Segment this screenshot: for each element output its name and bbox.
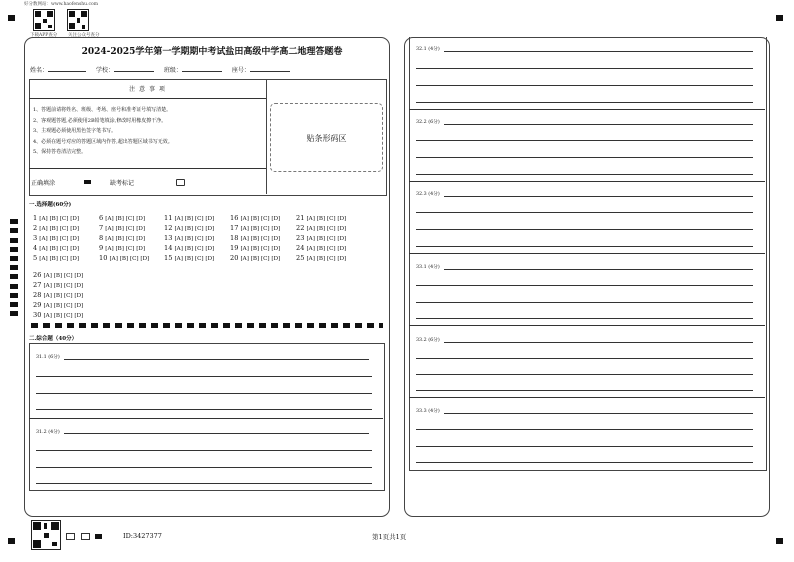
- mc-option-bubble[interactable]: [C]: [63, 313, 75, 319]
- mc-option-bubble[interactable]: [C]: [260, 246, 272, 252]
- answer-line[interactable]: [416, 446, 753, 447]
- correct-fill-label: 正确填涂: [31, 180, 56, 187]
- mc-option-bubble[interactable]: [D]: [70, 216, 80, 222]
- mc-question-number: 25: [296, 254, 307, 262]
- answer-line[interactable]: [64, 359, 369, 360]
- qr1-caption: 下载APP查分: [30, 33, 58, 38]
- mc-option-bubble[interactable]: [B]: [316, 216, 327, 222]
- mc-option-bubble[interactable]: [D]: [337, 256, 347, 262]
- mc-option-bubble[interactable]: [C]: [326, 246, 338, 252]
- mc-option-bubble[interactable]: [A]: [39, 256, 50, 262]
- mc-option-bubble[interactable]: [B]: [316, 256, 327, 262]
- divider: [409, 325, 765, 326]
- mc-question-number: 12: [164, 224, 175, 232]
- timing-mark: [10, 238, 18, 243]
- answer-line[interactable]: [444, 413, 753, 414]
- mc-option-bubble[interactable]: [D]: [337, 226, 347, 232]
- absent-label: 缺考标记: [110, 180, 135, 187]
- timing-mark: [10, 311, 18, 316]
- mc-option-bubble[interactable]: [A]: [306, 246, 317, 252]
- timing-mark: [10, 228, 18, 233]
- mc-question-row: [230, 234, 280, 242]
- mc-question-row: [296, 244, 346, 252]
- mc-option-bubble[interactable]: [B]: [115, 236, 126, 242]
- mc-question-number: 30: [33, 311, 44, 319]
- mc-option-bubble[interactable]: [B]: [53, 313, 64, 319]
- answer-line[interactable]: [444, 342, 753, 343]
- answer-line[interactable]: [416, 462, 753, 463]
- mc-option-bubble[interactable]: [D]: [74, 313, 84, 319]
- mc-question-row: [296, 254, 346, 262]
- mc-question-row: [296, 234, 346, 242]
- mc-option-bubble[interactable]: [B]: [316, 236, 327, 242]
- mc-option-bubble[interactable]: [C]: [59, 256, 71, 262]
- mc-option-bubble[interactable]: [A]: [43, 293, 54, 299]
- notice-list: [33, 105, 263, 158]
- timing-mark: [10, 302, 18, 307]
- mc-option-bubble[interactable]: [D]: [74, 283, 84, 289]
- mc-question-row: [230, 254, 280, 262]
- mc-option-bubble[interactable]: [A]: [174, 256, 185, 262]
- mc-option-bubble[interactable]: [B]: [49, 236, 60, 242]
- qr2-caption: 关注公众号查分: [68, 33, 100, 38]
- qr-code-footer: [31, 520, 61, 550]
- mc-option-bubble[interactable]: [B]: [119, 256, 130, 262]
- mc-question-row: [33, 311, 83, 319]
- divider: [409, 109, 765, 110]
- mc-question-number: 18: [230, 234, 241, 242]
- id-text: ID:3427377: [123, 532, 162, 540]
- timing-mark: [10, 293, 18, 298]
- mc-option-bubble[interactable]: [B]: [184, 236, 195, 242]
- qr-code-wechat: [67, 9, 89, 31]
- mc-question-number: 4: [33, 244, 40, 252]
- mc-option-bubble[interactable]: [B]: [184, 256, 195, 262]
- mc-option-bubble[interactable]: [B]: [316, 246, 327, 252]
- corner-mark: [776, 15, 783, 21]
- q32-2-label: 32.2 (6分): [416, 120, 440, 125]
- mc-option-bubble[interactable]: [C]: [59, 226, 71, 232]
- divider: [29, 98, 266, 99]
- mc-option-bubble[interactable]: [C]: [63, 293, 75, 299]
- mc-option-bubble[interactable]: [C]: [194, 236, 206, 242]
- mc-question-row: [296, 214, 346, 222]
- mc-option-bubble[interactable]: [B]: [184, 246, 195, 252]
- answer-line[interactable]: [416, 157, 753, 158]
- mc-option-bubble[interactable]: [B]: [49, 226, 60, 232]
- mc-option-bubble[interactable]: [B]: [115, 226, 126, 232]
- mc-question-number: 26: [33, 271, 44, 279]
- mc-question-number: 6: [99, 214, 106, 222]
- timing-mark: [10, 265, 18, 270]
- mc-question-row: [164, 244, 214, 252]
- mc-option-bubble[interactable]: [C]: [260, 216, 272, 222]
- mc-option-bubble[interactable]: [C]: [125, 226, 137, 232]
- mc-option-bubble[interactable]: [B]: [115, 246, 126, 252]
- mc-question-row: [230, 244, 280, 252]
- footer-box: [66, 533, 75, 540]
- mc-option-bubble[interactable]: [B]: [49, 256, 60, 262]
- mc-question-number: 3: [33, 234, 40, 242]
- seat-label: 座号：: [231, 67, 250, 74]
- mc-option-bubble[interactable]: [C]: [326, 216, 338, 222]
- mc-option-bubble[interactable]: [B]: [49, 246, 60, 252]
- mc-option-bubble[interactable]: [C]: [326, 256, 338, 262]
- mc-question-number: 5: [33, 254, 40, 262]
- mc-option-bubble[interactable]: [A]: [39, 226, 50, 232]
- mc-option-bubble[interactable]: [C]: [63, 283, 75, 289]
- timing-mark: [10, 219, 18, 224]
- mc-option-bubble[interactable]: [A]: [240, 216, 251, 222]
- mc-option-bubble[interactable]: [A]: [306, 236, 317, 242]
- mc-option-bubble[interactable]: [C]: [260, 226, 272, 232]
- mc-option-bubble[interactable]: [C]: [125, 236, 137, 242]
- mc-option-bubble[interactable]: [A]: [174, 236, 185, 242]
- mc-option-bubble[interactable]: [A]: [240, 246, 251, 252]
- mc-question-row: [33, 244, 79, 252]
- q33-3-label: 33.3 (4分): [416, 409, 440, 414]
- mc-question-row: [99, 244, 145, 252]
- site-text: 好分数网站：www.haofenshu.com: [24, 2, 99, 7]
- mc-question-row: [33, 214, 79, 222]
- mc-option-bubble[interactable]: [D]: [70, 226, 80, 232]
- answer-line[interactable]: [36, 450, 372, 451]
- mc-option-bubble[interactable]: [D]: [205, 216, 215, 222]
- mc-option-bubble[interactable]: [C]: [63, 273, 75, 279]
- mc-option-bubble[interactable]: [A]: [174, 226, 185, 232]
- answer-line[interactable]: [36, 409, 372, 410]
- mc-option-bubble[interactable]: [D]: [140, 256, 150, 262]
- mc-question-row: [33, 234, 79, 242]
- mc-option-bubble[interactable]: [C]: [125, 246, 137, 252]
- mc-option-bubble[interactable]: [A]: [240, 236, 251, 242]
- answer-line[interactable]: [416, 229, 753, 230]
- mc-option-bubble[interactable]: [B]: [184, 216, 195, 222]
- mc-option-bubble[interactable]: [D]: [205, 236, 215, 242]
- footer-mark: [95, 534, 102, 539]
- answer-line[interactable]: [416, 174, 753, 175]
- q33-1-label: 33.1 (4分): [416, 265, 440, 270]
- essay-title: 二.综合题（40分）: [29, 336, 78, 342]
- mc-option-bubble[interactable]: [D]: [337, 236, 347, 242]
- notice-item: 5、保持答卷清洁完整。: [33, 149, 87, 155]
- q32-3-label: 32.3 (4分): [416, 192, 440, 197]
- mc-question-row: [33, 271, 83, 279]
- mc-question-number: 8: [99, 234, 106, 242]
- mc-question-row: [33, 224, 79, 232]
- mc-question-row: [164, 214, 214, 222]
- answer-line[interactable]: [444, 51, 753, 52]
- mc-question-number: 24: [296, 244, 307, 252]
- mc-option-bubble[interactable]: [B]: [53, 293, 64, 299]
- mc-option-bubble[interactable]: [D]: [271, 216, 281, 222]
- answer-line[interactable]: [444, 269, 753, 270]
- mc-option-bubble[interactable]: [D]: [271, 256, 281, 262]
- class-label: 班级：: [163, 67, 182, 74]
- absent-checkbox[interactable]: [176, 179, 185, 186]
- mc-title: 一.选择题(60分): [29, 202, 72, 208]
- mc-option-bubble[interactable]: [D]: [205, 246, 215, 252]
- q31-2-label: 31.2 (4分): [36, 430, 60, 435]
- mc-option-bubble[interactable]: [D]: [271, 246, 281, 252]
- mc-question-number: 29: [33, 301, 44, 309]
- mc-option-bubble[interactable]: [D]: [74, 303, 84, 309]
- mc-option-bubble[interactable]: [B]: [250, 216, 261, 222]
- mc-question-number: 10: [99, 254, 110, 262]
- mc-question-row: [296, 224, 346, 232]
- mc-option-bubble[interactable]: [C]: [260, 236, 272, 242]
- timing-mark: [10, 256, 18, 261]
- mc-option-bubble[interactable]: [D]: [136, 246, 146, 252]
- answer-line[interactable]: [416, 429, 753, 430]
- answer-line[interactable]: [416, 85, 753, 86]
- mc-option-bubble[interactable]: [A]: [39, 246, 50, 252]
- footer-box: [81, 533, 90, 540]
- answer-line[interactable]: [444, 124, 753, 125]
- mc-option-bubble[interactable]: [D]: [271, 236, 281, 242]
- q33-2-label: 33.2 (6分): [416, 338, 440, 343]
- mc-option-bubble[interactable]: [B]: [49, 216, 60, 222]
- divider: [409, 253, 765, 254]
- mc-option-bubble[interactable]: [B]: [316, 226, 327, 232]
- mc-option-bubble[interactable]: [A]: [306, 216, 317, 222]
- mc-option-bubble[interactable]: [D]: [136, 216, 146, 222]
- page-title: 2024-2025学年第一学期期中考试盐田高级中学高二地理答题卷: [81, 47, 343, 57]
- mc-question-number: 23: [296, 234, 307, 242]
- mc-question-number: 2: [33, 224, 40, 232]
- notice-item: 4、必须在题号对应的答题区域内作答,超出答题区域书写无效。: [33, 138, 173, 145]
- mc-question-row: [33, 301, 83, 309]
- mc-option-bubble[interactable]: [C]: [260, 256, 272, 262]
- answer-line[interactable]: [36, 376, 372, 377]
- mc-option-bubble[interactable]: [B]: [115, 216, 126, 222]
- answer-line[interactable]: [36, 393, 372, 394]
- barcode-label: 贴条形码区: [306, 134, 347, 143]
- mc-option-bubble[interactable]: [C]: [59, 236, 71, 242]
- mc-option-bubble[interactable]: [A]: [105, 216, 116, 222]
- mc-option-bubble[interactable]: [C]: [326, 226, 338, 232]
- mc-question-row: [99, 214, 145, 222]
- mc-question-number: 17: [230, 224, 241, 232]
- mc-option-bubble[interactable]: [C]: [194, 256, 206, 262]
- separator-bar: [31, 323, 383, 328]
- answer-line[interactable]: [444, 196, 753, 197]
- answer-line[interactable]: [416, 358, 753, 359]
- notice-item: 3、主观题必须使用黑色签字笔书写。: [33, 128, 117, 134]
- mc-option-bubble[interactable]: [C]: [129, 256, 141, 262]
- mc-option-bubble[interactable]: [A]: [240, 256, 251, 262]
- q31-1-label: 31.1 (6分): [36, 355, 60, 360]
- school-label: 学校：: [95, 67, 114, 74]
- answer-line[interactable]: [416, 212, 753, 213]
- mc-question-number: 21: [296, 214, 307, 222]
- answer-line[interactable]: [416, 285, 753, 286]
- mc-option-bubble[interactable]: [A]: [174, 246, 185, 252]
- mc-question-number: 14: [164, 244, 175, 252]
- mc-option-bubble[interactable]: [B]: [53, 303, 64, 309]
- mc-option-bubble[interactable]: [D]: [74, 273, 84, 279]
- corner-mark: [776, 538, 783, 544]
- mc-option-bubble[interactable]: [A]: [174, 216, 185, 222]
- mc-option-bubble[interactable]: [A]: [43, 283, 54, 289]
- mc-option-bubble[interactable]: [A]: [306, 226, 317, 232]
- answer-line[interactable]: [416, 390, 753, 391]
- mc-option-bubble[interactable]: [C]: [59, 246, 71, 252]
- timing-mark: [10, 247, 18, 252]
- corner-mark: [8, 538, 15, 544]
- divider: [29, 418, 383, 419]
- filled-mark-sample: [84, 180, 91, 184]
- mc-question-row: [230, 224, 280, 232]
- divider: [409, 181, 765, 182]
- answer-line[interactable]: [416, 246, 753, 247]
- mc-option-bubble[interactable]: [A]: [105, 226, 116, 232]
- mc-question-row: [164, 254, 214, 262]
- mc-question-row: [164, 234, 214, 242]
- mc-option-bubble[interactable]: [A]: [43, 313, 54, 319]
- mc-option-bubble[interactable]: [A]: [109, 256, 120, 262]
- essay-box-31: [29, 343, 385, 491]
- mc-option-bubble[interactable]: [A]: [43, 273, 54, 279]
- mc-option-bubble[interactable]: [D]: [70, 256, 80, 262]
- mc-option-bubble[interactable]: [B]: [184, 226, 195, 232]
- mc-option-bubble[interactable]: [D]: [205, 226, 215, 232]
- mc-question-row: [33, 254, 79, 262]
- mc-option-bubble[interactable]: [C]: [326, 236, 338, 242]
- mc-option-bubble[interactable]: [A]: [39, 236, 50, 242]
- mc-question-row: [164, 224, 214, 232]
- mc-option-bubble[interactable]: [D]: [337, 246, 347, 252]
- mc-question-number: 11: [164, 214, 175, 222]
- mc-option-bubble[interactable]: [A]: [105, 246, 116, 252]
- mc-option-bubble[interactable]: [D]: [70, 246, 80, 252]
- mc-option-bubble[interactable]: [D]: [337, 216, 347, 222]
- mc-question-row: [33, 281, 83, 289]
- mc-option-bubble[interactable]: [B]: [250, 226, 261, 232]
- name-label: 姓名：: [30, 67, 49, 74]
- mc-option-bubble[interactable]: [A]: [39, 216, 50, 222]
- mc-option-bubble[interactable]: [D]: [205, 256, 215, 262]
- page-number: 第1页共1页: [372, 533, 407, 541]
- mc-question-number: 20: [230, 254, 241, 262]
- mc-question-row: [33, 291, 83, 299]
- mc-option-bubble[interactable]: [D]: [136, 236, 146, 242]
- mc-question-number: 16: [230, 214, 241, 222]
- mc-option-bubble[interactable]: [C]: [59, 216, 71, 222]
- mc-option-bubble[interactable]: [B]: [250, 246, 261, 252]
- mc-question-number: 1: [33, 214, 40, 222]
- answer-line[interactable]: [416, 68, 753, 69]
- mc-question-row: [99, 224, 145, 232]
- mc-option-bubble[interactable]: [B]: [250, 256, 261, 262]
- mc-question-number: 15: [164, 254, 175, 262]
- mc-question-row: [99, 234, 145, 242]
- mc-question-number: 13: [164, 234, 175, 242]
- mc-option-bubble[interactable]: [B]: [53, 273, 64, 279]
- mc-option-bubble[interactable]: [D]: [271, 226, 281, 232]
- mc-option-bubble[interactable]: [C]: [125, 216, 137, 222]
- divider: [409, 397, 765, 398]
- answer-line[interactable]: [36, 483, 372, 484]
- mc-option-bubble[interactable]: [C]: [194, 246, 206, 252]
- answer-line[interactable]: [416, 318, 753, 319]
- mc-question-row: [230, 214, 280, 222]
- mc-option-bubble[interactable]: [D]: [136, 226, 146, 232]
- answer-line[interactable]: [416, 374, 753, 375]
- mc-option-bubble[interactable]: [C]: [194, 226, 206, 232]
- mc-option-bubble[interactable]: [A]: [105, 236, 116, 242]
- timing-mark: [10, 284, 18, 289]
- answer-line[interactable]: [64, 433, 369, 434]
- mc-option-bubble[interactable]: [C]: [63, 303, 75, 309]
- mc-option-bubble[interactable]: [D]: [70, 236, 80, 242]
- mc-question-number: 27: [33, 281, 44, 289]
- answer-line[interactable]: [416, 302, 753, 303]
- divider: [29, 168, 266, 169]
- notice-title: 注 意 事 项: [129, 86, 166, 93]
- mc-option-bubble[interactable]: [D]: [74, 293, 84, 299]
- answer-line[interactable]: [416, 102, 753, 103]
- divider: [266, 79, 267, 194]
- mc-option-bubble[interactable]: [B]: [53, 283, 64, 289]
- mc-option-bubble[interactable]: [A]: [43, 303, 54, 309]
- qr-code-app: [33, 9, 55, 31]
- mc-option-bubble[interactable]: [B]: [250, 236, 261, 242]
- mc-option-bubble[interactable]: [C]: [194, 216, 206, 222]
- corner-mark: [8, 15, 15, 21]
- answer-line[interactable]: [36, 467, 372, 468]
- mc-question-number: 22: [296, 224, 307, 232]
- mc-option-bubble[interactable]: [A]: [306, 256, 317, 262]
- q32-1-label: 32.1 (4分): [416, 47, 440, 52]
- timing-mark: [10, 274, 18, 279]
- notice-item: 1、答题前请将姓名、班级、考场、座号和准考证号填写清楚。: [33, 107, 172, 113]
- notice-item: 2、客观题答题,必须使用2B铅笔填涂,修改时用橡皮擦干净。: [33, 117, 167, 124]
- answer-line[interactable]: [416, 140, 753, 141]
- mc-question-number: 7: [99, 224, 106, 232]
- mc-question-number: 9: [99, 244, 106, 252]
- mc-question-number: 19: [230, 244, 241, 252]
- mc-question-number: 28: [33, 291, 44, 299]
- mc-question-row: [99, 254, 149, 262]
- mc-option-bubble[interactable]: [A]: [240, 226, 251, 232]
